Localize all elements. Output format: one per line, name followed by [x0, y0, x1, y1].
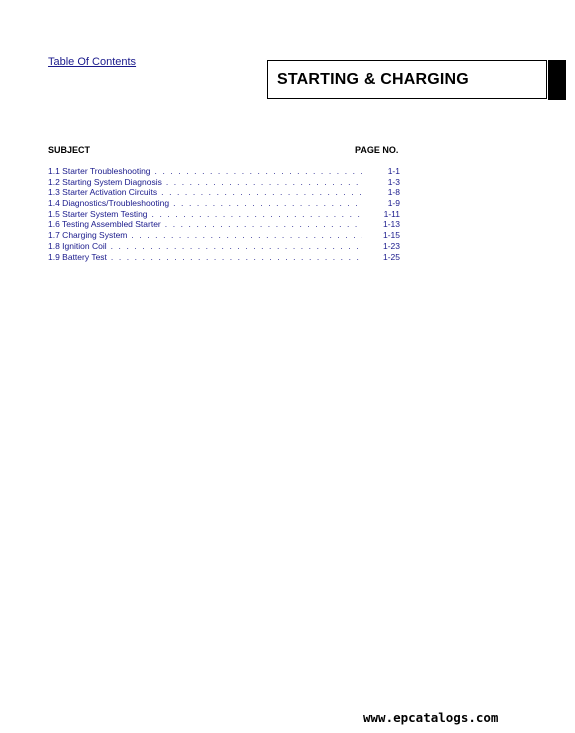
toc-entry-page[interactable]: 1-8: [387, 187, 400, 198]
toc-entry-1-3[interactable]: [48, 187, 400, 198]
dot-leader: [111, 252, 362, 263]
toc-entry-title[interactable]: 1.2 Starting System Diagnosis: [48, 176, 162, 187]
toc-entry-page[interactable]: 1-1: [387, 166, 400, 176]
toc-entry-1-5[interactable]: [48, 209, 400, 220]
toc-entry-title[interactable]: 1.3 Starter Activation Circuits: [48, 187, 158, 198]
toc-entry-title[interactable]: 1.4 Diagnostics/Troubleshooting: [48, 198, 170, 209]
toc-entry-title[interactable]: 1.9 Battery Test: [48, 251, 107, 262]
toc-entry-1-7[interactable]: [48, 230, 400, 241]
section-title: STARTING & CHARGING: [277, 71, 469, 88]
dot-leader: [161, 187, 362, 198]
title-accent-bar: [548, 60, 566, 100]
dot-leader: [173, 198, 362, 209]
toc-entry-title[interactable]: 1.1 Starter Troubleshooting: [48, 166, 151, 176]
toc-entry-1-2[interactable]: [48, 177, 400, 188]
dot-leader: [152, 209, 362, 220]
toc-entry-title[interactable]: 1.7 Charging System: [48, 230, 128, 241]
toc-entry-title[interactable]: 1.8 Ignition Coil: [48, 240, 107, 251]
dot-leader: [131, 230, 362, 241]
toc-entry-page[interactable]: 1-11: [383, 208, 400, 219]
toc-entry-page[interactable]: 1-15: [382, 230, 400, 241]
toc-entry-page[interactable]: 1-23: [382, 240, 400, 251]
toc-entry-1-9[interactable]: [48, 252, 400, 263]
dot-leader: [155, 166, 362, 177]
dot-leader: [166, 177, 362, 188]
toc-entry-1-4[interactable]: [48, 198, 400, 209]
watermark-url: www.epcatalogs.com: [363, 710, 499, 725]
toc-entry-page[interactable]: 1-25: [382, 251, 400, 262]
toc-entry-page[interactable]: 1-9: [387, 198, 400, 209]
toc-entry-1-1[interactable]: [48, 166, 400, 177]
toc-entry-1-8[interactable]: [48, 241, 400, 252]
toc-entry-1-6[interactable]: [48, 219, 400, 230]
section-title-box: [267, 60, 547, 99]
dot-leader: [111, 241, 362, 252]
dot-leader: [165, 219, 362, 230]
page-column-header: PAGE NO.: [355, 145, 399, 155]
subject-column-header: SUBJECT: [48, 145, 91, 155]
toc-entry-title[interactable]: 1.5 Starter System Testing: [48, 208, 148, 219]
toc-entry-page[interactable]: 1-3: [387, 176, 400, 187]
toc-entry-title[interactable]: 1.6 Testing Assembled Starter: [48, 219, 161, 230]
toc-list: [48, 166, 400, 262]
table-of-contents-link[interactable]: Table Of Contents: [48, 56, 137, 68]
toc-entry-page[interactable]: 1-13: [382, 219, 400, 230]
